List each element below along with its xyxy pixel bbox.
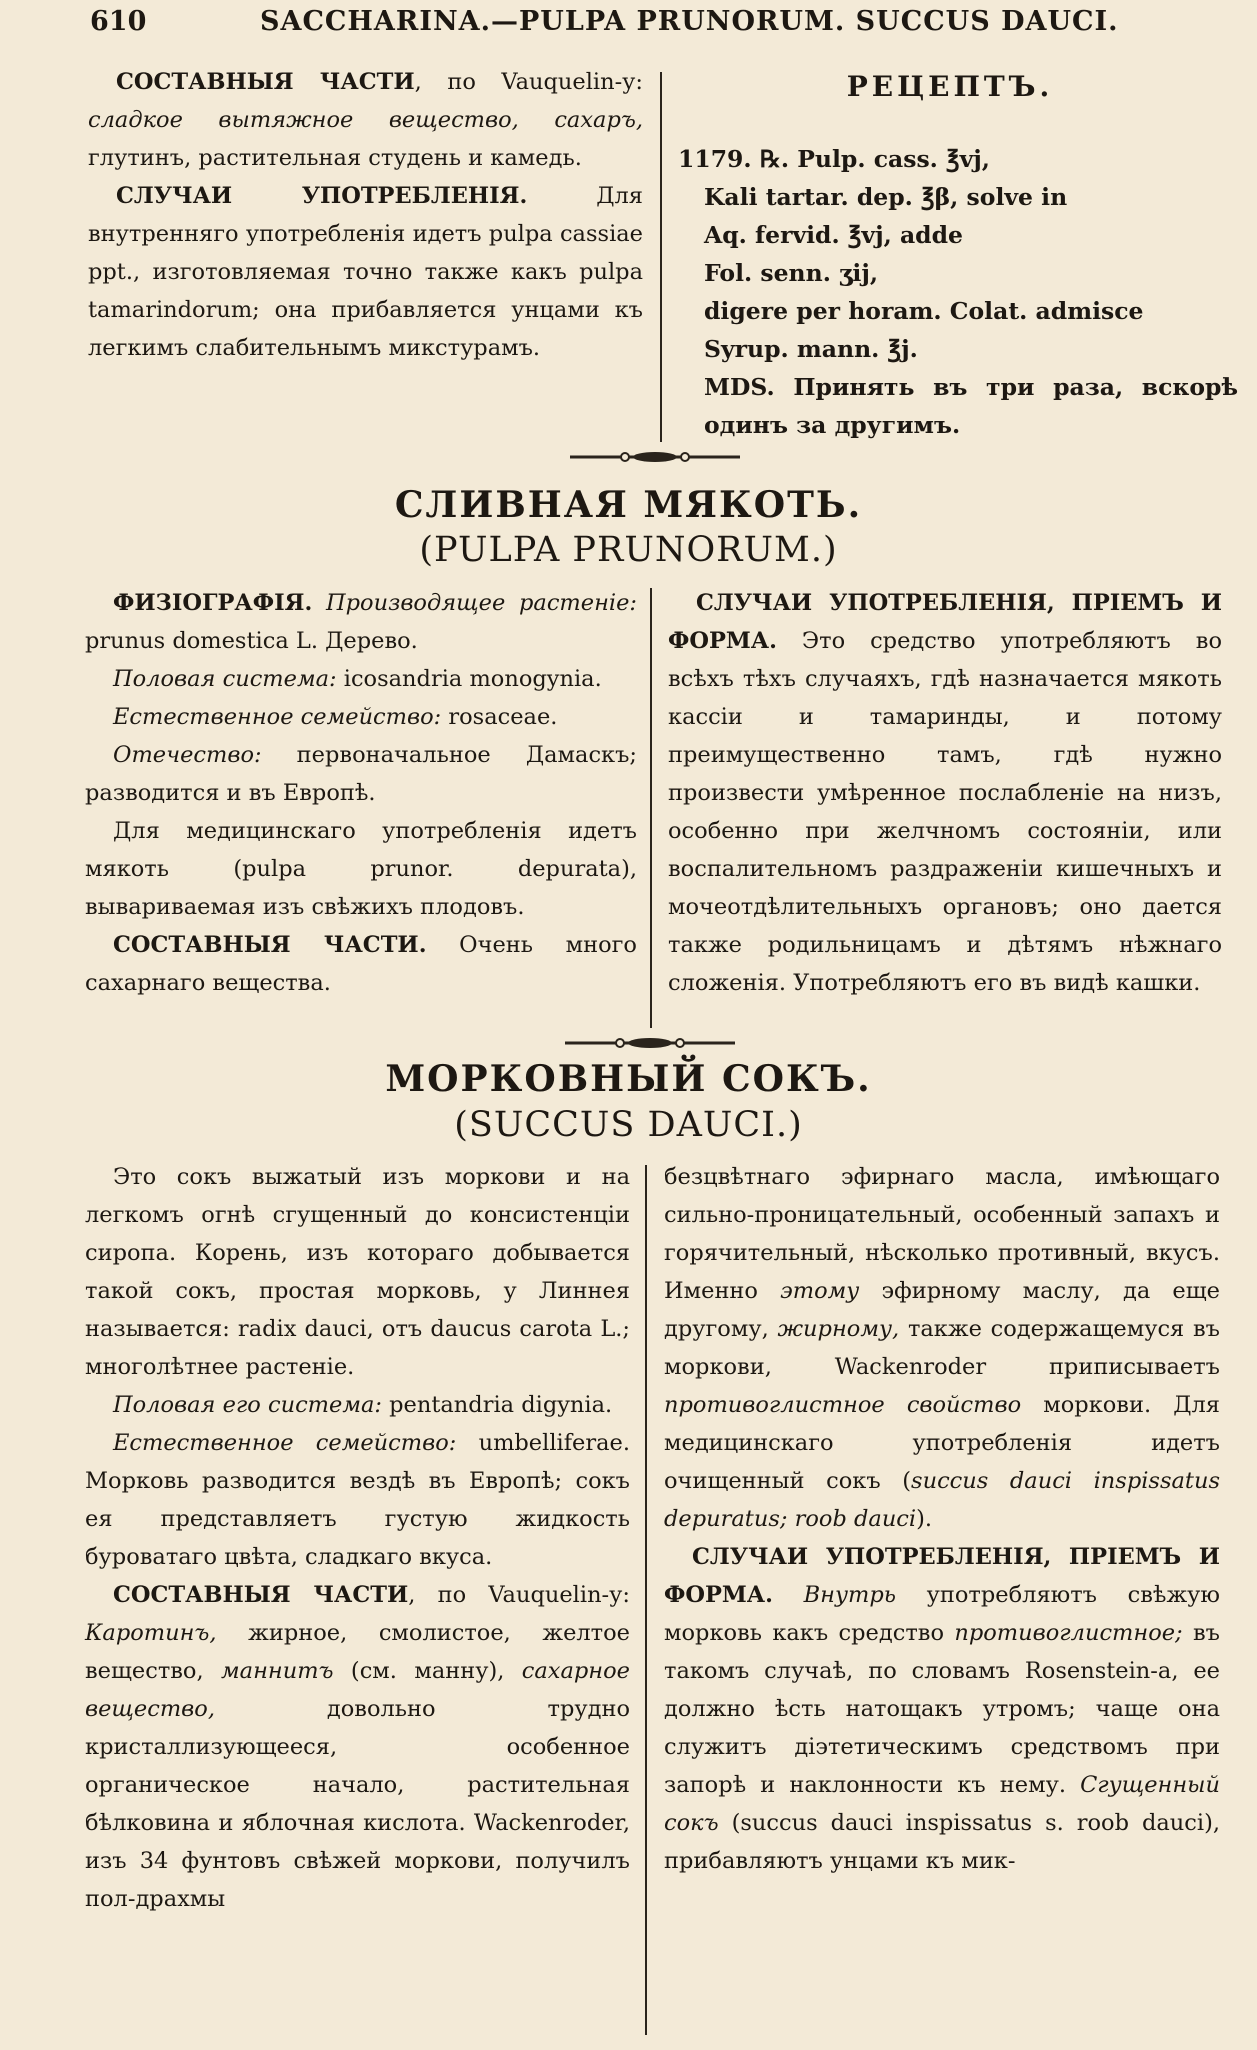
prunorum-constituents: СОСТАВНЫЯ ЧАСТИ. Очень много сахарнаго вещества. xyxy=(85,932,637,996)
dauci-continuation: безцвѣтнаго эфирнаго масла, имѣющаго сильно-проницательный, особенный запахъ и горячительный, нѣсколько противный, вкусъ. Именно этому эфирному маслу, да еще другому, жирному, также содержащемуся въ моркови, Wackenroder приписываетъ противоглистное свойство моркови. Для медицинскаго употребленія идетъ очищенный сокъ (succus dauci inspissatus depuratus; roob dauci). xyxy=(664,1164,1221,1532)
recipe-line: Syrup. mann. ℥j. xyxy=(704,335,918,363)
recipe-line: Kali tartar. dep. ℥β, solve in xyxy=(704,183,1068,211)
column-divider xyxy=(645,1165,647,2035)
dauci-left-column xyxy=(85,1158,630,1918)
prunorum-physiography: ФИЗІОГРАФІЯ. Производящее растеніе: prunus domestica L. Дерево. xyxy=(85,590,637,654)
dauci-usage: СЛУЧАИ УПОТРЕБЛЕНІЯ, ПРІЕМЪ И ФОРМА. Внутрь употребляютъ свѣжую морковь какъ средство противоглистное; въ такомъ случаѣ, по словамъ Rosenstein-а, ее должно ѣсть натощакъ утромъ; чаще она служитъ діэтетическимъ средствомъ при запорѣ и наклонности къ нему. Сгущенный сокъ (succus dauci inspissatus s. roob dauci), прибавляютъ унцами къ мик- xyxy=(664,1544,1220,1874)
prunorum-usage: СЛУЧАИ УПОТРЕБЛЕНІЯ, ПРІЕМЪ И ФОРМА. Это средство употребляютъ во всѣхъ тѣхъ случаяхъ, гдѣ назначается мякоть кассіи и тамаринды, и потому преимущественно тамъ, гдѣ нужно произвести умѣренное послабленіе на низъ, особенно при желчномъ состояніи, или воспалительномъ раздраженіи кишечныхъ и мочеотдѣлительныхъ органовъ; оно дается также родильницамъ и дѣтямъ нѣжнаго сложенія. Употребляютъ его въ видѣ кашки. xyxy=(668,590,1222,996)
column-divider xyxy=(650,588,652,1028)
section-ornament xyxy=(565,1036,735,1050)
column-divider xyxy=(660,72,662,442)
recipe-line: 1179. ℞. Pulp. cass. ℥vj, xyxy=(678,145,990,173)
section-ornament xyxy=(570,450,740,464)
prunorum-medical: Для медицинскаго употребленія идетъ мякоть (pulpa prunor. depurata), вываривaемая изъ свѣжихъ плодовъ. xyxy=(85,818,637,920)
recipe-heading: РЕЦЕПТЪ. xyxy=(846,70,1054,103)
dauci-intro: Это сокъ выжатый изъ моркови и на легкомъ огнѣ сгущенный до консистенціи сиропа. Корень, изъ котораго добывается такой сокъ, простая морковь, у Линнея называется: radix dauci, отъ daucus carota L.; многолѣтнее растеніе. xyxy=(85,1164,630,1380)
page-number: 610 xyxy=(90,6,147,37)
recipe-line: Fol. senn. ʒij, xyxy=(704,259,879,287)
recipe-line: Aq. fervid. ℥vj, adde xyxy=(704,221,963,249)
page-header xyxy=(90,6,1230,46)
recipe-number: 1179. xyxy=(678,145,752,173)
cassia-usage: СЛУЧАИ УПОТРЕБЛЕНІЯ. Для внутренняго употребленія идетъ pulpa cassiae ppt., изготовляемая точно также какъ pulpa tamarindorum; она прибавляется унцами къ легкимъ слабительнымъ микстурамъ. xyxy=(88,183,643,361)
section-latin-dauci: (SUCCUS DAUCI.) xyxy=(454,1105,803,1145)
prunorum-family: Естественное семейство: rosaceae. xyxy=(113,704,558,730)
dauci-family: Естественное семейство: umbelliferae. Морковь разводится вездѣ въ Европѣ; сокъ ея представляетъ густую жидкость буроватаго цвѣта, сладкаго вкуса. xyxy=(85,1430,630,1570)
recipe-line: MDS. Принять въ три раза, вскорѣ одинъ за другимъ. xyxy=(704,373,1238,439)
section-title-prunorum: СЛИВНАЯ МЯКОТЬ. xyxy=(394,484,863,526)
prunorum-sex-system: Половая система: icosandria monogynia. xyxy=(113,666,602,692)
recipe-block xyxy=(678,140,1238,444)
running-title: SACCHARINA.—PULPA PRUNORUM. SUCCUS DAUCI. xyxy=(260,6,1119,37)
section-title-dauci: МОРКОВНЫЙ СОКЪ. xyxy=(385,1058,872,1100)
prunorum-right-column xyxy=(668,584,1222,1002)
dauci-right-column xyxy=(664,1158,1220,1880)
dauci-sex-system: Половая его система: pentandria digynia. xyxy=(113,1392,613,1418)
cassia-column xyxy=(88,63,643,367)
section-latin-prunorum: (PULPA PRUNORUM.) xyxy=(419,530,838,570)
prunorum-left-column xyxy=(85,584,637,1002)
prunorum-homeland: Отечество: первоначальное Дамаскъ; разводится и въ Европѣ. xyxy=(85,742,637,806)
cassia-constituents: СОСТАВНЫЯ ЧАСТИ, по Vauquelin-у: сладкое вытяжное вещество, сахаръ, глутинъ, растительная студень и камедь. xyxy=(88,69,643,171)
recipe-line: digere per horam. Colat. admisce xyxy=(704,297,1144,325)
dauci-constituents: СОСТАВНЫЯ ЧАСТИ, по Vauquelin-у: Каротинъ, жирное, смолистое, желтое вещество, маннитъ (см. манну), сахарное вещество, довольно трудно кристаллизующееся, особенное органическое начало, растительная бѣлковина и яблочная кислота. Wackenroder, изъ 34 фунтовъ свѣжей моркови, получилъ пол-драхмы xyxy=(85,1582,630,1912)
